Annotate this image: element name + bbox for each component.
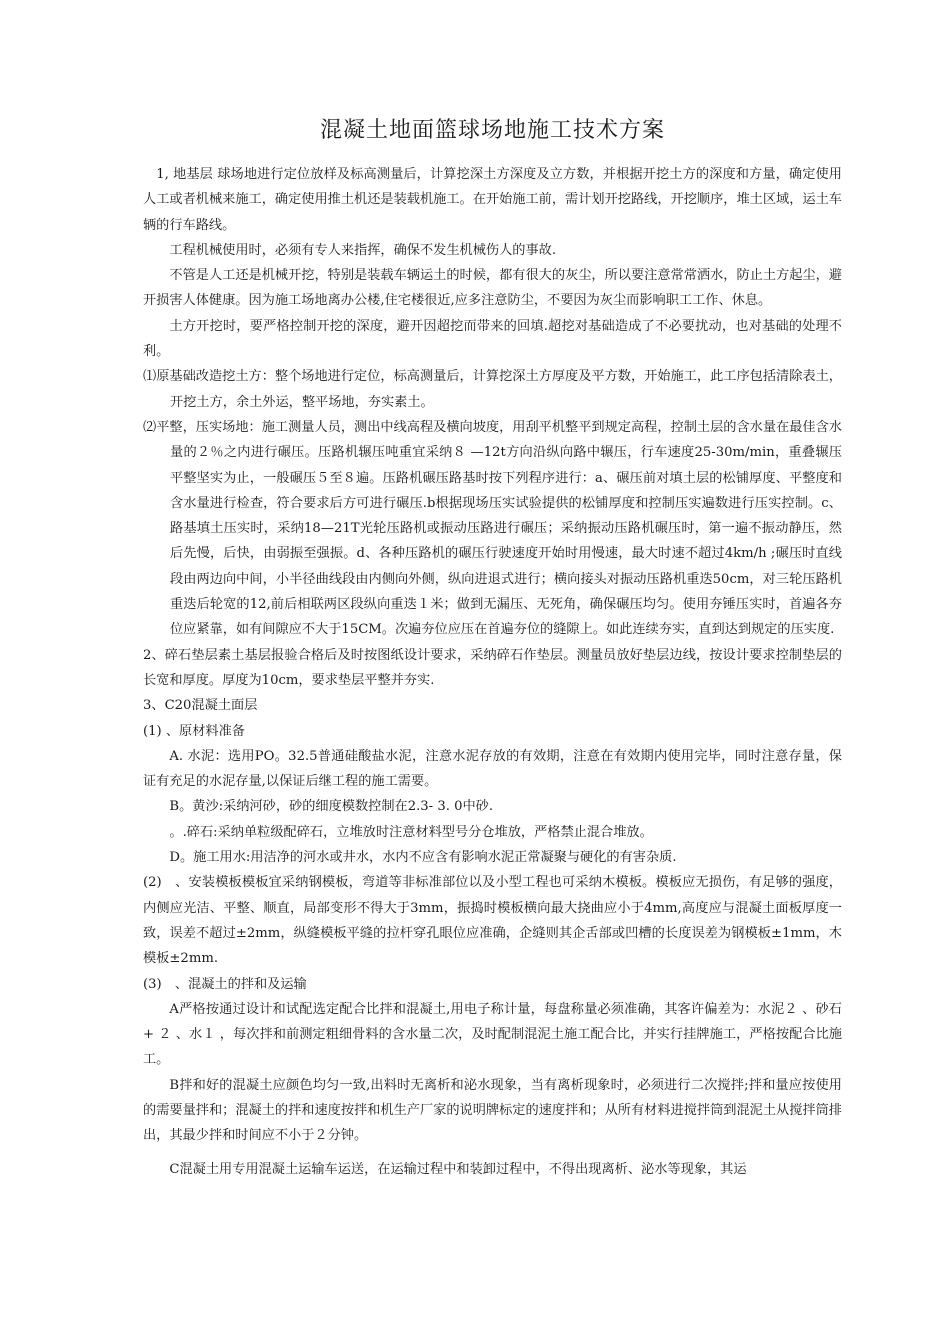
paragraph-water: D。施工用水:用洁净的河水或井水，水内不应含有影响水泥正常凝聚与硬化的有害杂质.: [169, 850, 677, 866]
paragraph-3: 不管是人工还是机械开挖，特别是装载车辆运土的时候，都有很大的灰尘，所以要注意常常洒水，防止土方起尘，避开损害人体健康。因为施工场地离办公楼,住宅楼很近,应多注意防尘，不要因为灰尘而影响职工工作、休息。: [143, 268, 842, 309]
paragraph-transport-c: C混凝土用专用混凝土运输车运送，在运输过程中和装卸过程中，不得出现离析、泌水等现象，其运: [169, 1161, 747, 1177]
paragraph-2: 工程机械使用时，必须有专人来指挥，确保不发生机械伤人的事故.: [169, 242, 557, 258]
paragraph-cement: A. 水泥：选用PO。32.5普通硅酸盐水泥，注意水泥存放的有效期，注意在有效期内使用完毕，同时注意存量，保证有充足的水泥存量,以保证后继工程的施工需要。: [143, 748, 842, 790]
paragraph-mixing-b: B拌和好的混凝土应颜色均匀一致,出料时无离析和泌水现象，当有离析现象时，必须进行二次搅拌;拌和量应按使用的需要量拌和；混凝土的拌和速度按拌和机生产厂家的说明牌标定的速度拌和；从所有材料进搅拌筒到混泥土从搅拌筒排出，其最少拌和时间应不小于２分钟。: [143, 1077, 842, 1144]
subheading-3: (3) 、混凝土的拌和及运输: [143, 976, 307, 992]
document-body: [143, 162, 842, 1182]
paragraph-4: 土方开挖时，要严格控制开挖的深度，避开因超挖而带来的回填.超挖对基础造成了不必要扰动，也对基础的处理不利。: [143, 318, 842, 360]
subheading-1: (1) 、原材料准备: [143, 723, 245, 739]
section-heading-3: 3、C20混凝土面层: [143, 698, 258, 714]
document-title: 混凝土地面篮球场地施工技术方案: [319, 118, 665, 143]
paragraph-6: ⑵平整，压实场地：施工测量人员，测出中线高程及横向坡度，用刮平机整平到规定高程，控制土层的含水量在最佳含水量的２％之内进行碾压。压路机辗压吨重宜采纳８ —12t方向沿纵向路中辗压，行车速度25-30m/min，重叠辗压平整坚实为止，一般碾压５至８遍。压路机碾压路基时按下列程序进行：a、碾压前对填土层的松铺厚度、平整度和含水量进行检查，符合要求后方可进行碾压.b根据现场压实试验提供的松铺厚度和控制压实遍数进行压实控制。c、路基填土压实时，采纳18—21T光轮压路机或振动压路进行碾压；采纳振动压路机碾压时，第一遍不振动静压，然后先慢，后快，由弱振至强振。d、各种压路机的碾压行驶速度开始时用慢速，最大时速不超过4km/h ;碾压时直线段由两边向中间，小半径曲线段由内侧向外侧，纵向进退式进行；横向接头对振动压路机重迭50cm，对三轮压路机重迭后轮宽的12,前后相联两区段纵向重迭１米；做到无漏压、无死角，确保碾压均匀。使用夯锤压实时，首遍各夯位应紧靠，如有间隙应不大于15CM。次遍夯位应压在首遍夯位的缝隙上。如此连续夯实，直到达到规定的压实度.: [143, 419, 842, 638]
paragraph-formwork: (2) 、安装模板模板宜采纳钢模板，弯道等非标准部位以及小型工程也可采纳木模板。模板应无损伤，有足够的强度，内侧应光洁、平整、顺直，局部变形不得大于3mm，振捣时模板横向最大挠曲应小于4mm,高度应与混凝土面板厚度一致，误差不超过±2mm，纵缝模板平缝的拉杆穿孔眼位应准确，企缝则其企舌部或凹槽的长度误差为钢模板±1mm，木模板±2mm.: [143, 875, 842, 967]
paragraph-gravel: 。.碎石:采纳单粒级配碎石，立堆放时注意材料型号分仓堆放，严格禁止混合堆放。: [169, 824, 653, 840]
paragraph-5: ⑴原基础改造挖土方：整个场地进行定位，标高测量后，计算挖深土方厚度及平方数，开始施工，此工序包括清除表土，开挖土方，余土外运，整平场地，夯实素土。: [143, 369, 842, 410]
paragraph-1: 1, 地基层 球场地进行定位放样及标高测量后，计算挖深土方深度及立方数，并根据开挖土方的深度和方量，确定使用人工或者机械来施工，确定使用推土机还是装载机施工。在开始施工前，需计划开挖路线，开挖顺序，堆土区域，运土车辆的行车路线。: [143, 167, 842, 233]
paragraph-7: 2、碎石垫层素土基层报验合格后及时按图纸设计要求，采纳碎石作垫层。测量员放好垫层边线，按设计要求控制垫层的长宽和厚度。厚度为10cm，要求垫层平整并夯实.: [143, 647, 842, 688]
paragraph-mixing-a: A严格按通过设计和试配选定配合比拌和混凝土,用电子称计量，每盘称量必须准确，其客许偏差为：水泥２ 、砂石+ ２ 、水１ ，每次拌和前测定粗细骨料的含水量二次，及时配制混泥土施工配合比，并实行挂牌施工，严格按配合比施工。: [143, 1001, 842, 1068]
paragraph-sand: B。黄沙:采纳河砂，砂的细度模数控制在2.3- 3. 0中砂.: [169, 799, 494, 815]
